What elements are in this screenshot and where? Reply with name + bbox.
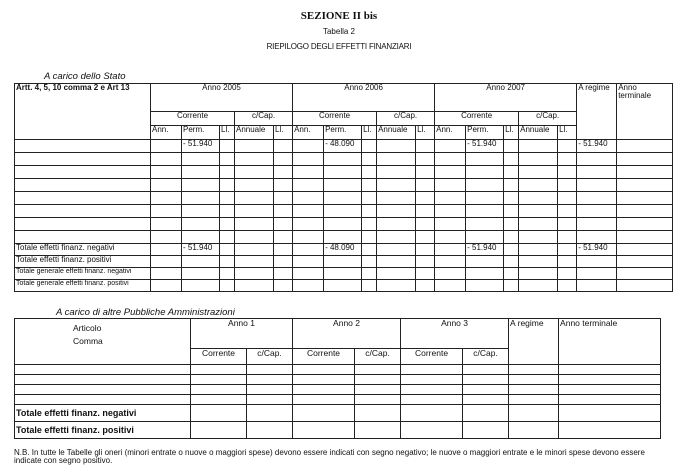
value-cell: - 51.940: [182, 244, 220, 256]
sub-ann: Ann.: [435, 126, 466, 140]
stato-year-2006: Anno 2006: [293, 84, 435, 112]
comma-label: Comma: [73, 335, 103, 346]
stato-ccap-2005: c/Cap.: [235, 112, 293, 126]
articolo-comma-header: [15, 319, 191, 365]
sub-ll: Ll.: [274, 126, 293, 140]
stato-a-regime-header: A regime: [577, 84, 617, 140]
stato-year-2005: Anno 2005: [151, 84, 293, 112]
stato-row-label: Artt. 4, 5, 10 comma 2 e Art 13: [15, 84, 151, 140]
stato-caption: A carico dello Stato: [44, 71, 126, 82]
footnote: N.B. In tutte le Tabelle gli oneri (minori entrate o nuove o maggiori spese) devono essere indicati con segno negativo; le nuove o maggiori entrate e le minori spese devono essere indicate con segno positivo.: [14, 448, 645, 466]
articolo-label: Articolo: [73, 323, 102, 333]
total-row-positivi: [15, 422, 661, 439]
stato-ccap-2007: c/Cap.: [519, 112, 577, 126]
table-row: [15, 153, 673, 166]
sub-perm: Perm.: [466, 126, 504, 140]
table-row: [15, 218, 673, 231]
table-row: [15, 231, 673, 244]
value-cell: - 51.940: [466, 140, 504, 153]
value-cell: - 51.940: [466, 244, 504, 256]
altre-ccap-3: c/Cap.: [463, 349, 509, 365]
altre-year-3: Anno 3: [401, 319, 509, 335]
stato-table: [14, 83, 673, 292]
value-cell: - 51.940: [577, 140, 617, 153]
table-number: Tabella 2: [322, 27, 356, 36]
sub-ll: Ll.: [362, 126, 377, 140]
total-label: Totale effetti finanz. negativi: [15, 244, 151, 256]
sub-annuale: Annuale: [519, 126, 558, 140]
stato-year-2007: Anno 2007: [435, 84, 577, 112]
total-label: Totale effetti finanz. positivi: [15, 422, 191, 439]
sub-ll: Ll.: [504, 126, 519, 140]
table-row: [15, 375, 661, 385]
sub-ll: Ll.: [416, 126, 435, 140]
stato-corrente-2006: Corrente: [293, 112, 377, 126]
sub-perm: Perm.: [324, 126, 362, 140]
stato-anno-terminale-header: Anno terminale: [617, 84, 673, 140]
sub-ann: Ann.: [151, 126, 182, 140]
sub-ann: Ann.: [293, 126, 324, 140]
total-row-generale-positivi: [15, 280, 673, 292]
total-label: Totale generale effetti finanz. negativi: [15, 268, 151, 280]
altre-year-2: Anno 2: [293, 319, 401, 335]
total-label: Totale effetti finanz. positivi: [15, 256, 151, 268]
altre-anno-terminale-header: Anno terminale: [559, 319, 661, 365]
sub-ll: Ll.: [220, 126, 235, 140]
total-row-negativi: [15, 405, 661, 422]
sub-annuale: Annuale: [377, 126, 416, 140]
altre-caption: A carico di altre Pubbliche Amministrazioni: [56, 307, 235, 318]
total-row-positivi: [15, 256, 673, 268]
value-cell: - 51.940: [182, 140, 220, 153]
table-row: [15, 395, 661, 405]
altre-table: [14, 318, 661, 439]
total-row-negativi: [15, 244, 673, 256]
stato-corrente-2007: Corrente: [435, 112, 519, 126]
table-row: [15, 192, 673, 205]
table-row: [15, 205, 673, 218]
total-label: Totale generale effetti finanz. positivi: [15, 280, 151, 292]
stato-corrente-2005: Corrente: [151, 112, 235, 126]
table-subtitle: RIEPILOGO DEGLI EFFETTI FINANZIARI: [266, 42, 412, 51]
table-row: [15, 179, 673, 192]
value-cell: - 48.090: [324, 140, 362, 153]
table-row: [15, 365, 661, 375]
value-cell: - 51.940: [577, 244, 617, 256]
section-title: SEZIONE II bis: [300, 10, 378, 22]
total-row-generale-negativi: [15, 268, 673, 280]
altre-a-regime-header: A regime: [509, 319, 559, 365]
table-row: [15, 166, 673, 179]
total-label: Totale effetti finanz. negativi: [15, 405, 191, 422]
table-row: [15, 140, 673, 153]
altre-corrente-3: Corrente: [401, 349, 463, 365]
sub-perm: Perm.: [182, 126, 220, 140]
sub-annuale: Annuale: [235, 126, 274, 140]
altre-corrente-2: Corrente: [293, 349, 355, 365]
altre-ccap-1: c/Cap.: [247, 349, 293, 365]
sub-ll: Ll.: [558, 126, 577, 140]
stato-ccap-2006: c/Cap.: [377, 112, 435, 126]
table-row: [15, 385, 661, 395]
altre-corrente-1: Corrente: [191, 349, 247, 365]
altre-year-1: Anno 1: [191, 319, 293, 335]
value-cell: - 48.090: [324, 244, 362, 256]
altre-ccap-2: c/Cap.: [355, 349, 401, 365]
